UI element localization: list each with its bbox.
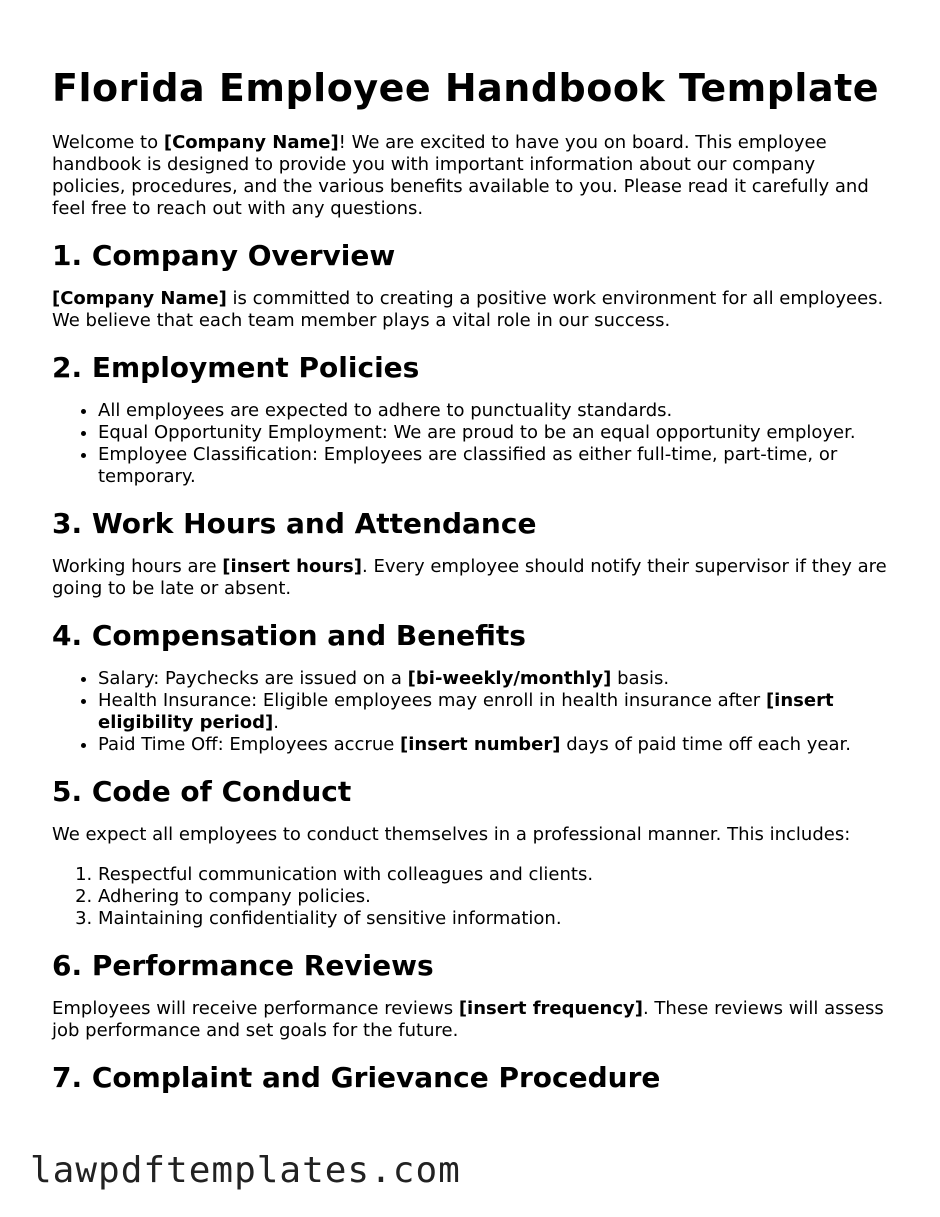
watermark: lawpdftemplates.com (30, 1150, 461, 1191)
intro-text-post: ! We are excited to have you on board. This employee handbook is designed to provide you with important information about our company policies, procedures, and the various benefits available to you. Please read it carefully and feel free to reach out with any questions. (52, 132, 869, 219)
document-page (52, 62, 892, 1110)
performance-text-pre: Employees will receive performance reviews (52, 998, 459, 1019)
code-of-conduct-list (52, 864, 892, 930)
list-item: 2. Adhering to company policies. (98, 886, 892, 908)
performance-reviews-paragraph (52, 998, 892, 1042)
list-item: • Employee Classification: Employees are classified as either full-time, part-time, or temporary. (98, 444, 892, 488)
section-heading-employment-policies: 2. Employment Policies (52, 351, 420, 384)
employment-policies-list (52, 400, 892, 488)
intro-paragraph (52, 132, 892, 220)
intro-company-placeholder: [Company Name] (163, 132, 339, 153)
section-heading-work-hours: 3. Work Hours and Attendance (52, 507, 537, 540)
list-item (98, 668, 892, 690)
code-of-conduct-paragraph: We expect all employees to conduct themselves in a professional manner. This includes: (52, 824, 851, 845)
list-item: • All employees are expected to adhere to punctuality standards. (98, 400, 892, 422)
pay-frequency-placeholder: [bi-weekly/monthly] (407, 668, 612, 689)
intro-text-pre: Welcome to (52, 132, 164, 153)
company-overview-paragraph (52, 288, 892, 332)
section-heading-code-of-conduct: 5. Code of Conduct (52, 775, 352, 808)
list-item (98, 690, 892, 734)
eligibility-placeholder: [insert eligibility period] (98, 690, 834, 733)
section-heading-compensation: 4. Compensation and Benefits (52, 619, 526, 652)
list-item (98, 734, 892, 756)
section-heading-complaint-procedure: 7. Complaint and Grievance Procedure (52, 1061, 661, 1094)
salary-text-post: basis. (611, 668, 670, 689)
hours-placeholder: [insert hours] (222, 556, 362, 577)
performance-text-post: . These reviews will assess job performance and set goals for the future. (52, 998, 884, 1041)
list-item: 3. Maintaining confidentiality of sensitive information. (98, 908, 892, 930)
work-hours-text-pre: Working hours are (52, 556, 223, 577)
company-overview-text: is committed to creating a positive work environment for all employees. We believe that each team member plays a vital role in our success. (52, 288, 884, 331)
compensation-list (52, 668, 892, 756)
frequency-placeholder: [insert frequency] (458, 998, 643, 1019)
salary-text-pre: Salary: Paychecks are issued on a (98, 668, 408, 689)
health-text-pre: Health Insurance: Eligible employees may enroll in health insurance after (98, 690, 766, 711)
pto-text-post: days of paid time off each year. (560, 734, 851, 755)
work-hours-paragraph (52, 556, 892, 600)
page-title: Florida Employee Handbook Template (52, 66, 880, 110)
work-hours-text-post: . Every employee should notify their supervisor if they are going to be late or absent. (52, 556, 887, 599)
pto-text-pre: Paid Time Off: Employees accrue (98, 734, 401, 755)
list-item: 1. Respectful communication with colleagues and clients. (98, 864, 892, 886)
list-item: • Equal Opportunity Employment: We are proud to be an equal opportunity employer. (98, 422, 892, 444)
section-heading-company-overview: 1. Company Overview (52, 239, 396, 272)
section-heading-performance-reviews: 6. Performance Reviews (52, 949, 434, 982)
health-text-post: . (273, 712, 279, 733)
company-name-placeholder: [Company Name] (52, 288, 227, 309)
pto-number-placeholder: [insert number] (400, 734, 561, 755)
